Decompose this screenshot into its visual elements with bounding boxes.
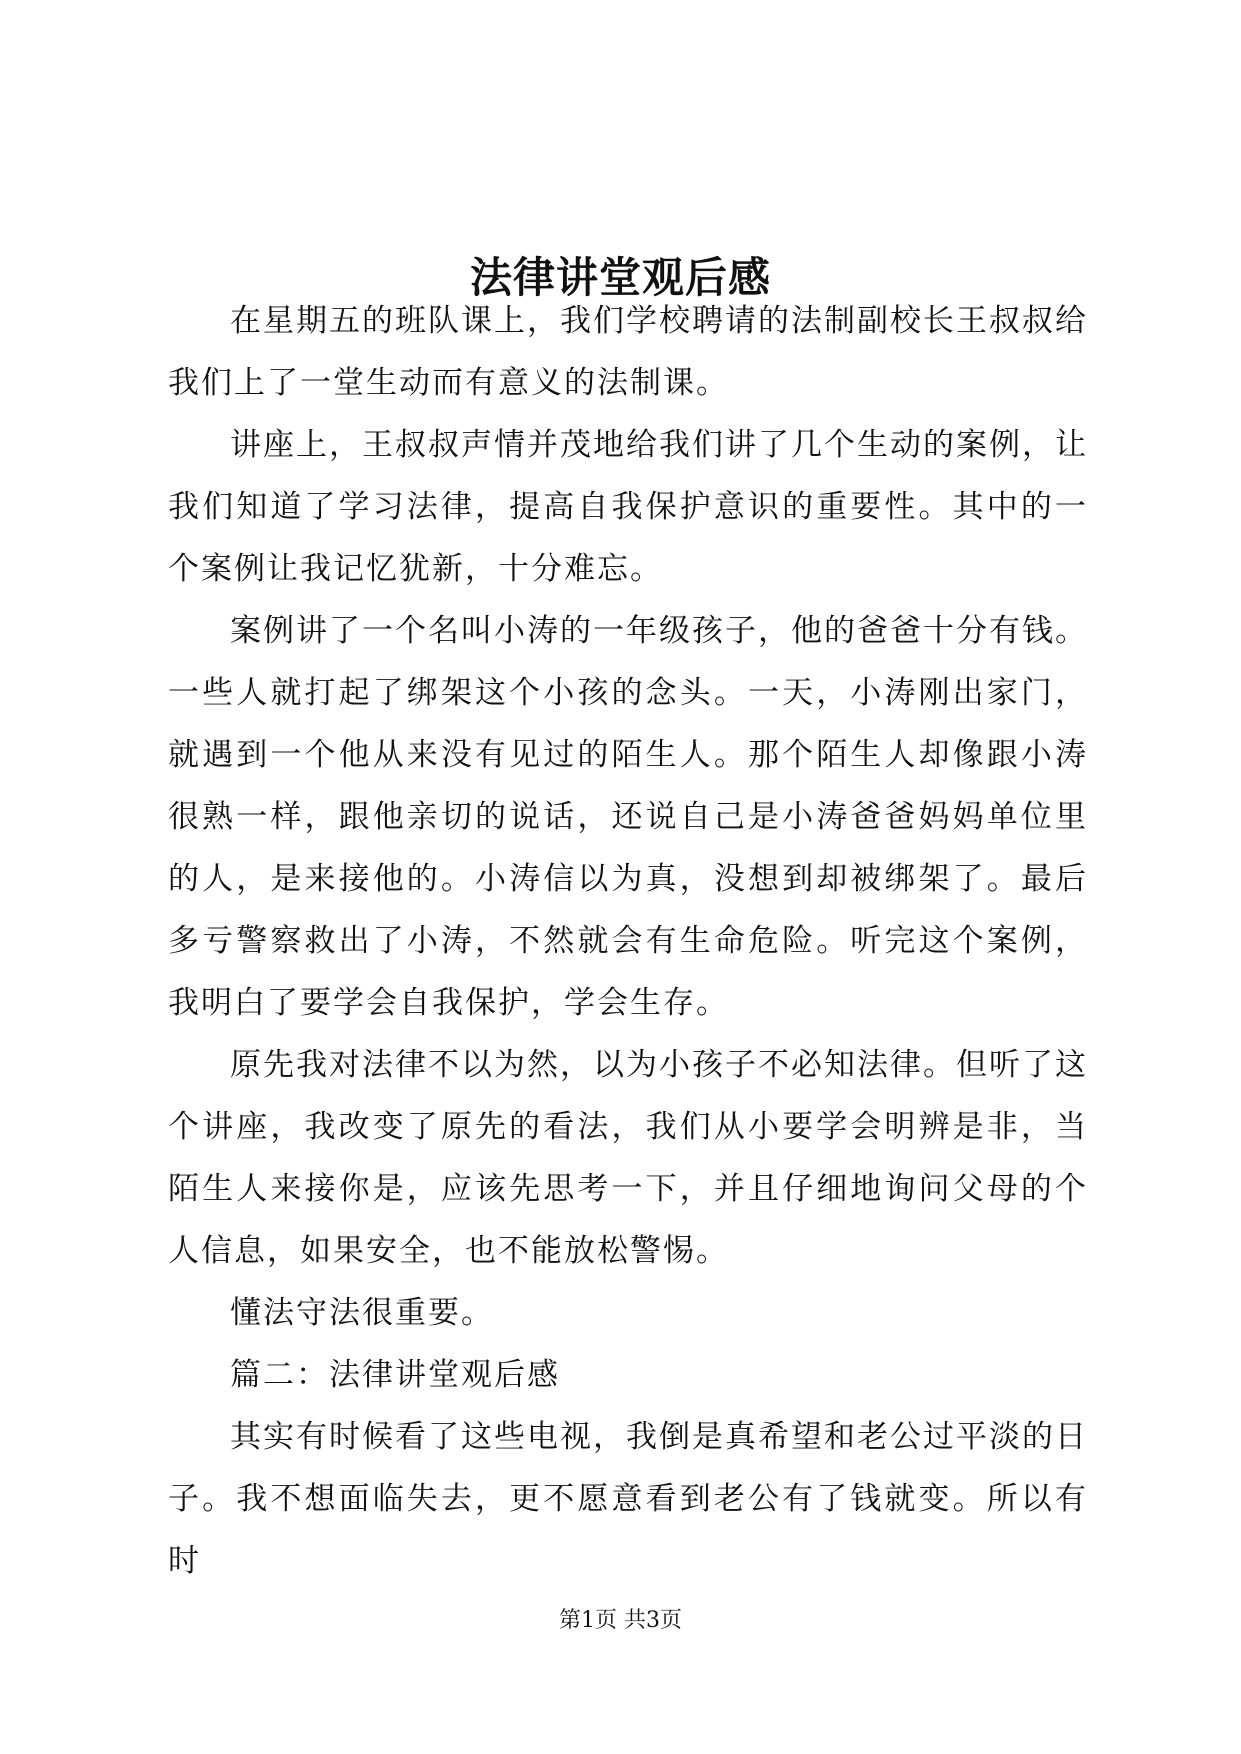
page-number-footer: 第1页 共3页 [559, 1608, 682, 1633]
paragraph-7: 其实有时候看了这些电视，我倒是真希望和老公过平淡的日子。我不想面临失去，更不愿意看到老公有了钱就变。所以有时 [168, 1419, 1088, 1579]
paragraph-5: 懂法守法很重要。 [230, 1295, 494, 1331]
paragraph-3: 案例讲了一个名叫小涛的一年级孩子，他的爸爸十分有钱。一些人就打起了绑架这个小孩的念头。一天，小涛刚出家门，就遇到一个他从来没有见过的陌生人。那个陌生人却像跟小涛很熟一样，跟他亲切的说话，还说自己是小涛爸爸妈妈单位里的人，是来接他的。小涛信以为真，没想到却被绑架了。最后多亏警察救出了小涛，不然就会有生命危险。听完这个案例，我明白了要学会自我保护，学会生存。 [168, 613, 1088, 1021]
section-heading: 篇二：法律讲堂观后感 [230, 1357, 560, 1393]
document-body [168, 290, 1088, 1592]
paragraph-4: 原先我对法律不以为然，以为小孩子不必知法律。但听了这个讲座，我改变了原先的看法，我们从小要学会明辨是非，当陌生人来接你是，应该先思考一下，并且仔细地询问父母的个人信息，如果安全，也不能放松警惕。 [168, 1047, 1088, 1269]
paragraph-1: 在星期五的班队课上，我们学校聘请的法制副校长王叔叔给我们上了一堂生动而有意义的法制课。 [168, 303, 1088, 401]
document-title: 法律讲堂观后感 [469, 253, 771, 303]
paragraph-2: 讲座上，王叔叔声情并茂地给我们讲了几个生动的案例，让我们知道了学习法律，提高自我保护意识的重要性。其中的一个案例让我记忆犹新，十分难忘。 [168, 427, 1088, 587]
